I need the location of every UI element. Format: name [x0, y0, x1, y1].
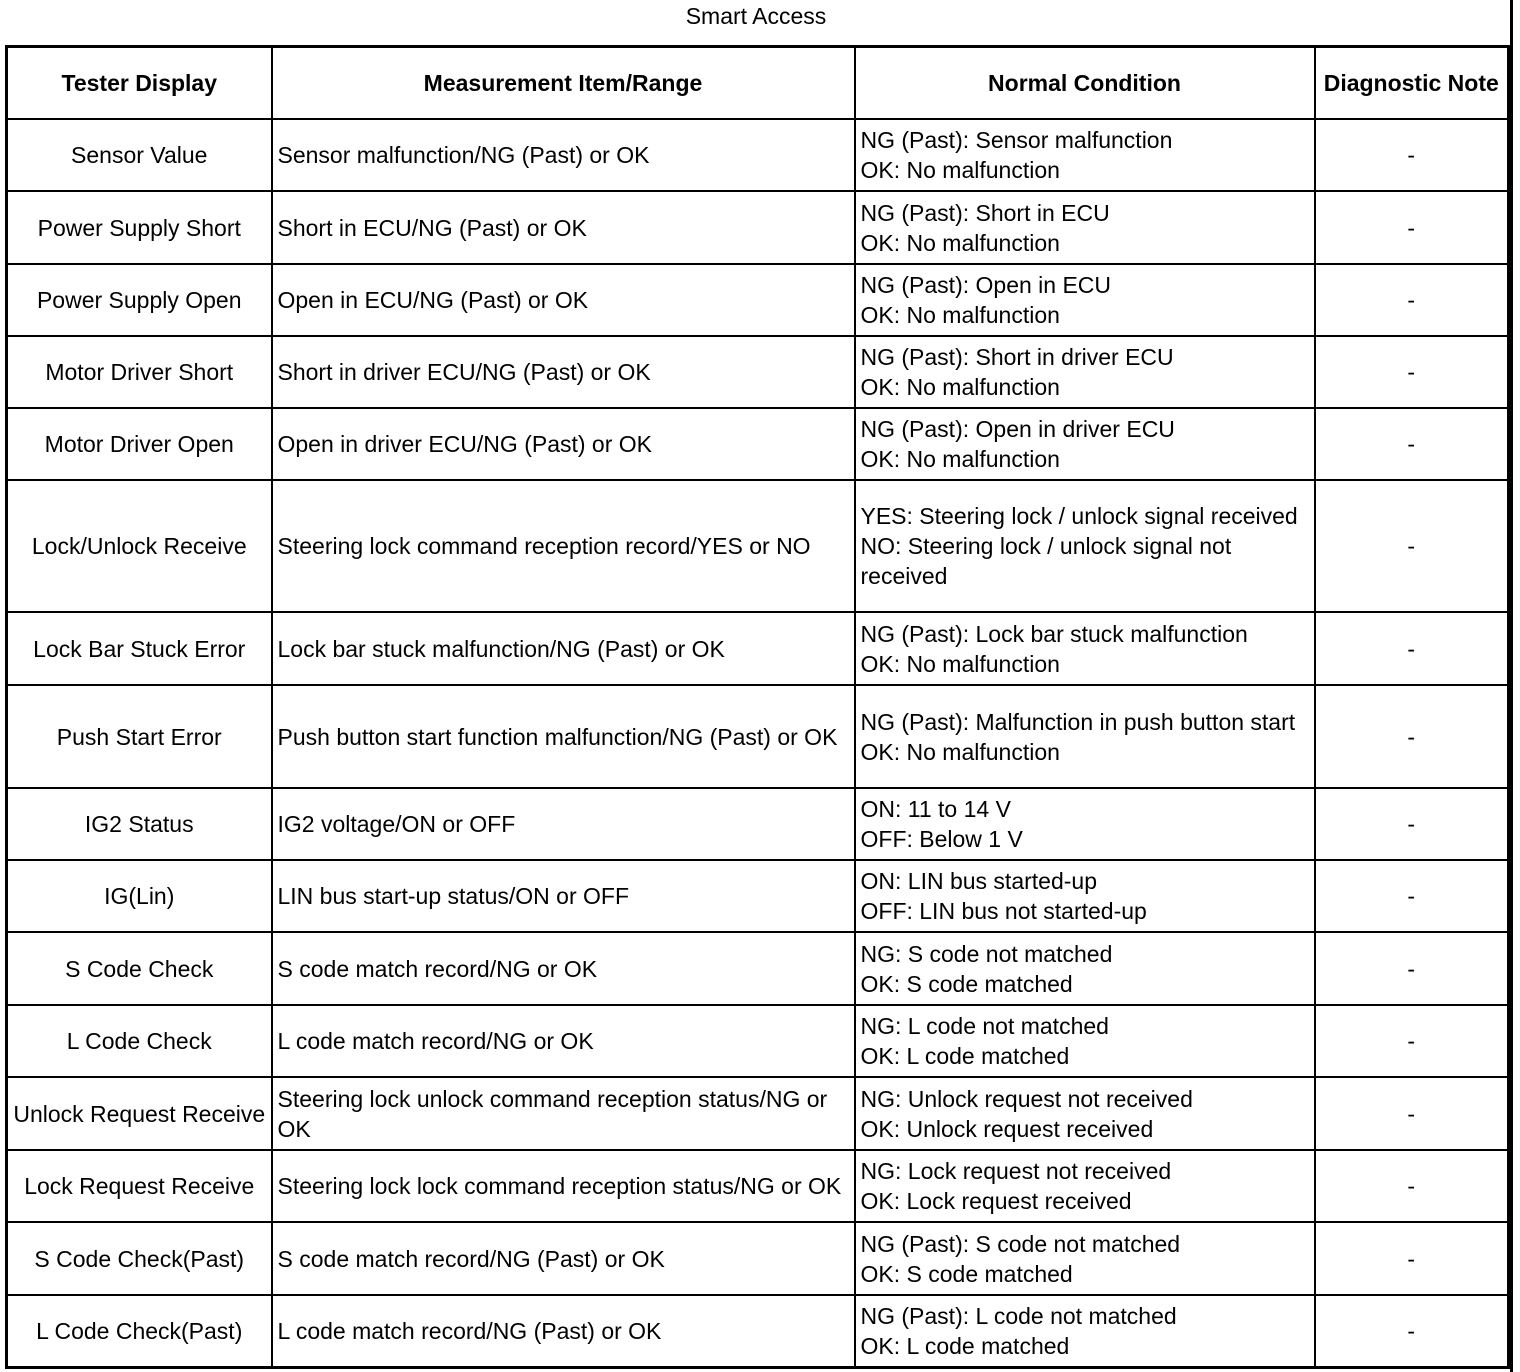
tester-display-cell: Motor Driver Short [7, 336, 272, 408]
table-header [7, 47, 1509, 120]
diagnostic-note-cell: - [1315, 336, 1509, 408]
normal-condition-line: OK: S code matched [860, 970, 1073, 997]
measurement-item-cell: Steering lock lock command reception status/NG or OK [272, 1150, 855, 1222]
normal-condition-line: NG (Past): Short in ECU [860, 199, 1110, 226]
measurement-item-cell: Short in ECU/NG (Past) or OK [272, 191, 855, 264]
normal-condition-line: NG (Past): Short in driver ECU [860, 344, 1174, 370]
normal-condition-line: OK: L code matched [860, 1043, 1070, 1069]
measurement-item-cell: Sensor malfunction/NG (Past) or OK [272, 119, 855, 191]
normal-condition-line: OFF: LIN bus not started-up [860, 898, 1147, 924]
normal-condition-line: OK: No malfunction [860, 229, 1060, 256]
table-row [7, 1005, 1509, 1077]
normal-condition-cell [855, 1222, 1315, 1295]
diagnostic-note-cell: - [1315, 932, 1509, 1005]
diagnostic-note-cell: - [1315, 408, 1509, 480]
table-row [7, 480, 1509, 612]
normal-condition-line: NG (Past): Open in ECU [860, 272, 1112, 298]
page-title: Smart Access [685, 3, 827, 29]
table-row [7, 788, 1509, 860]
table-row [7, 1295, 1509, 1367]
normal-condition-cell [855, 612, 1315, 685]
column-header-diagnostic-note: Diagnostic Note [1315, 47, 1509, 120]
measurement-item-cell: S code match record/NG or OK [272, 932, 855, 1005]
column-header-normal-condition: Normal Condition [855, 47, 1315, 120]
measurement-item-cell: Steering lock command reception record/YES or NO [272, 480, 855, 612]
table-row [7, 612, 1509, 685]
normal-condition-line: OK: L code matched [860, 1332, 1070, 1359]
normal-condition-cell [855, 480, 1315, 612]
table-row [7, 1150, 1509, 1222]
normal-condition-line: NO: Steering lock / unlock signal not received [860, 533, 1232, 589]
normal-condition-line: ON: 11 to 14 V [860, 796, 1011, 822]
measurement-item-cell: Open in driver ECU/NG (Past) or OK [272, 408, 855, 480]
measurement-item-cell: LIN bus start-up status/ON or OFF [272, 860, 855, 932]
diagnostic-note-cell: - [1315, 264, 1509, 336]
normal-condition-line: NG: L code not matched [860, 1013, 1109, 1039]
normal-condition-line: NG (Past): Sensor malfunction [860, 127, 1173, 153]
normal-condition-line: NG: Unlock request not received [860, 1085, 1193, 1112]
normal-condition-line: OK: No malfunction [860, 302, 1060, 328]
diagnostic-note-cell: - [1315, 1005, 1509, 1077]
normal-condition-line: OK: No malfunction [860, 374, 1060, 400]
measurement-item-cell: Lock bar stuck malfunction/NG (Past) or OK [272, 612, 855, 685]
tester-display-cell: L Code Check [7, 1005, 272, 1077]
diagnostic-note-cell: - [1315, 788, 1509, 860]
normal-condition-cell [855, 860, 1315, 932]
page-edge-rule [1510, 0, 1513, 1372]
normal-condition-cell [855, 119, 1315, 191]
data-list-table [5, 45, 1510, 1369]
table-row [7, 1077, 1509, 1150]
normal-condition-line: NG (Past): S code not matched [860, 1230, 1181, 1257]
diagnostic-note-cell: - [1315, 860, 1509, 932]
tester-display-cell: S Code Check [7, 932, 272, 1005]
normal-condition-cell [855, 1295, 1315, 1367]
diagnostic-note-cell: - [1315, 191, 1509, 264]
normal-condition-line: OK: Unlock request received [860, 1115, 1154, 1142]
tester-display-cell: Motor Driver Open [7, 408, 272, 480]
normal-condition-cell [855, 408, 1315, 480]
measurement-item-cell: IG2 voltage/ON or OFF [272, 788, 855, 860]
normal-condition-line: OFF: Below 1 V [860, 826, 1023, 852]
table-row [7, 119, 1509, 191]
column-header-measurement-item: Measurement Item/Range [272, 47, 855, 120]
normal-condition-cell [855, 264, 1315, 336]
table-row [7, 336, 1509, 408]
normal-condition-line: NG: Lock request not received [860, 1158, 1172, 1184]
normal-condition-line: OK: No malfunction [860, 650, 1060, 677]
normal-condition-line: NG (Past): Malfunction in push button start [860, 708, 1296, 735]
normal-condition-line: OK: S code matched [860, 1260, 1073, 1287]
normal-condition-line: NG (Past): Lock bar stuck malfunction [860, 620, 1248, 647]
normal-condition-cell [855, 1150, 1315, 1222]
normal-condition-line: ON: LIN bus started-up [860, 868, 1097, 894]
normal-condition-cell [855, 932, 1315, 1005]
table-row [7, 932, 1509, 1005]
normal-condition-cell [855, 788, 1315, 860]
table-row [7, 685, 1509, 788]
tester-display-cell: Lock/Unlock Receive [7, 480, 272, 612]
table-row [7, 1222, 1509, 1295]
normal-condition-line: NG (Past): Open in driver ECU [860, 416, 1175, 442]
tester-display-cell: L Code Check(Past) [7, 1295, 272, 1367]
measurement-item-cell: Push button start function malfunction/NG (Past) or OK [272, 685, 855, 788]
tester-display-cell: Unlock Request Receive [7, 1077, 272, 1150]
table-body [7, 119, 1509, 1367]
normal-condition-cell [855, 685, 1315, 788]
normal-condition-cell [855, 1077, 1315, 1150]
tester-display-cell: Lock Request Receive [7, 1150, 272, 1222]
diagnostic-note-cell: - [1315, 1295, 1509, 1367]
tester-display-cell: Power Supply Short [7, 191, 272, 264]
table-row [7, 191, 1509, 264]
normal-condition-line: OK: No malfunction [860, 157, 1060, 183]
tester-display-cell: S Code Check(Past) [7, 1222, 272, 1295]
measurement-item-cell: Short in driver ECU/NG (Past) or OK [272, 336, 855, 408]
normal-condition-line: YES: Steering lock / unlock signal received [860, 503, 1298, 529]
table-row [7, 408, 1509, 480]
tester-display-cell: Sensor Value [7, 119, 272, 191]
normal-condition-line: NG: S code not matched [860, 940, 1113, 967]
diagnostic-note-cell: - [1315, 480, 1509, 612]
measurement-item-cell: Steering lock unlock command reception status/NG or OK [272, 1077, 855, 1150]
diagnostic-note-cell: - [1315, 612, 1509, 685]
normal-condition-line: OK: No malfunction [860, 446, 1060, 472]
tester-display-cell: IG(Lin) [7, 860, 272, 932]
tester-display-cell: Power Supply Open [7, 264, 272, 336]
measurement-item-cell: Open in ECU/NG (Past) or OK [272, 264, 855, 336]
normal-condition-cell [855, 336, 1315, 408]
tester-display-cell: Push Start Error [7, 685, 272, 788]
measurement-item-cell: S code match record/NG (Past) or OK [272, 1222, 855, 1295]
diagnostic-note-cell: - [1315, 1150, 1509, 1222]
normal-condition-line: OK: Lock request received [860, 1188, 1132, 1214]
table-row [7, 264, 1509, 336]
measurement-item-cell: L code match record/NG or OK [272, 1005, 855, 1077]
tester-display-cell: Lock Bar Stuck Error [7, 612, 272, 685]
header-row [7, 47, 1509, 120]
column-header-tester-display: Tester Display [7, 47, 272, 120]
normal-condition-cell [855, 191, 1315, 264]
table-row [7, 860, 1509, 932]
normal-condition-cell [855, 1005, 1315, 1077]
measurement-item-cell: L code match record/NG (Past) or OK [272, 1295, 855, 1367]
normal-condition-line: OK: No malfunction [860, 738, 1060, 765]
normal-condition-line: NG (Past): L code not matched [860, 1302, 1177, 1329]
diagnostic-note-cell: - [1315, 1077, 1509, 1150]
diagnostic-note-cell: - [1315, 685, 1509, 788]
tester-display-cell: IG2 Status [7, 788, 272, 860]
diagnostic-note-cell: - [1315, 119, 1509, 191]
diagnostic-note-cell: - [1315, 1222, 1509, 1295]
